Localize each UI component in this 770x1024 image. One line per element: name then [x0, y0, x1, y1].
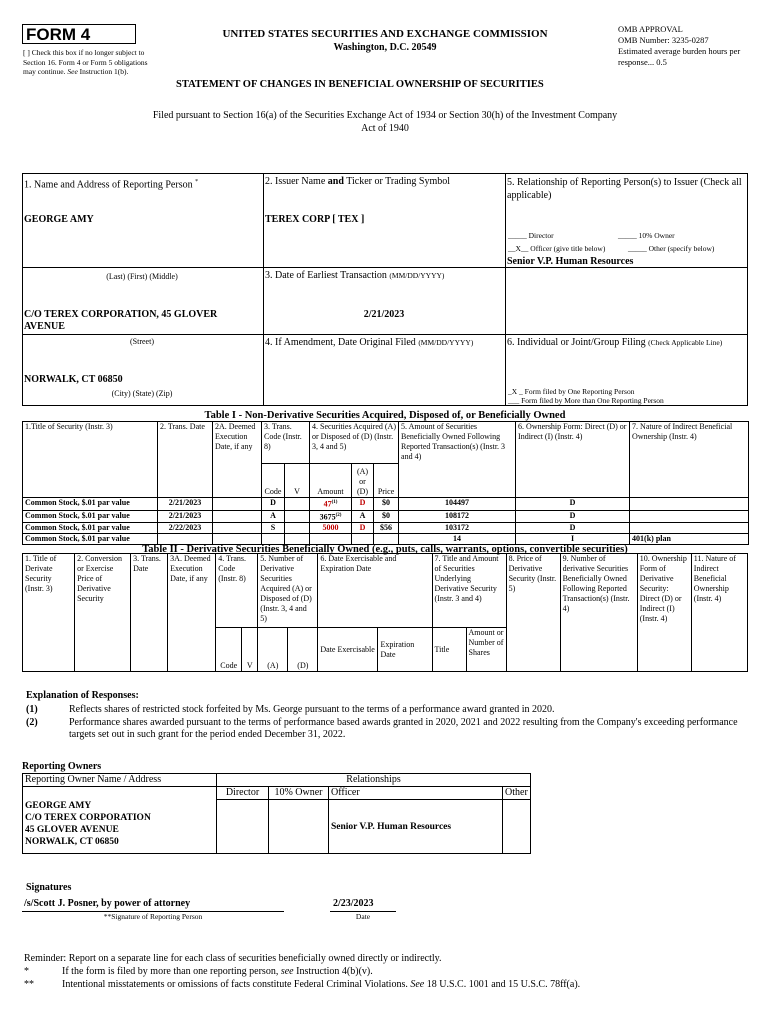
t1-h-title: 1.Title of Security (Instr. 3) — [23, 422, 158, 498]
other-option: _____ Other (specify below) — [628, 244, 715, 253]
t1-h-date: 2. Trans. Date — [158, 422, 213, 498]
t2-sub-v: V — [242, 628, 258, 672]
date-caption: Date — [355, 912, 371, 921]
city-caption: (City) (State) (Zip) — [111, 389, 173, 398]
filed-pursuant: Filed pursuant to Section 16(a) of the Securities Exchange Act of 1934 or Section 30(h) of the Investment Company Act of 1940 — [152, 110, 618, 134]
table1-title: Table I - Non-Derivative Securities Acquired, Disposed of, or Beneficially Owned — [204, 410, 566, 421]
t2-h-deemed: 3A. Deemed Execution Date, if any — [168, 554, 216, 672]
reporting-person-street: C/O TEREX CORPORATION, 45 GLOVER AVENUE — [24, 309, 218, 332]
omb-block: OMB APPROVAL OMB Number: 3235-0287 Estimated average burden hours per response... 0.5 — [618, 24, 741, 67]
explanation-title: Explanation of Responses: — [26, 690, 139, 701]
reporting-person-name: GEORGE AMY — [24, 214, 94, 225]
owners-col-rel: Relationships — [217, 774, 531, 787]
issuer-name: TEREX CORP [ TEX ] — [265, 214, 365, 225]
earliest-transaction-date: 2/21/2023 — [363, 309, 405, 320]
name-caption: (Last) (First) (Middle) — [106, 272, 178, 281]
t1-sub-code: Code — [262, 464, 285, 498]
note2-mark: ** — [24, 979, 34, 990]
box2-label: 2. Issuer Name and Ticker or Trading Symbol — [265, 176, 451, 187]
t2-h-date: 3. Trans. Date — [131, 554, 168, 672]
t2-h-nature: 11. Nature of Indirect Beneficial Ownership (Instr. 4) — [691, 554, 747, 672]
statement-title: STATEMENT OF CHANGES IN BENEFICIAL OWNERSHIP OF SECURITIES — [176, 79, 544, 90]
owner-officer-title: Senior V.P. Human Resources — [329, 800, 503, 854]
t2-h-exercisable: 6. Date Exercisable and Expiration Date — [318, 554, 432, 628]
checkbox-note: [ ] Check this box if no longer subject to Section 16. Form 4 or Form 5 obligations may continue. See Instruction 1(b). — [23, 48, 148, 76]
t2-h-form: 10. Ownership Form of Derivative Security: Direct (D) or Indirect (I) (Instr. 4) — [637, 554, 691, 672]
officer-title: Senior V.P. Human Resources — [507, 256, 634, 267]
box6-label: 6. Individual or Joint/Group Filing (Check Applicable Line) — [507, 337, 723, 348]
ten-pct-option: _____ 10% Owner — [618, 231, 675, 240]
t2-h-owned: 9. Number of derivative Securities Beneficially Owned Following Reported Transaction(s) (Instr. 4) — [560, 554, 637, 672]
table-row: Common Stock, $.01 par value 14 I 401(k) plan — [23, 534, 749, 545]
t2-sub-d: (D) — [288, 628, 318, 672]
street-caption: (Street) — [130, 337, 154, 346]
t1-h-code: 3. Trans. Code (Instr. 8) — [262, 422, 310, 464]
t2-sub-amount: Amount or Number of Shares — [466, 628, 506, 672]
director-option: _____ Director — [508, 231, 554, 240]
t2-sub-code: Code — [216, 628, 242, 672]
t2-sub-exercisable: Date Exercisable — [318, 628, 378, 672]
fn1-text: Reflects shares of restricted stock forfeited by Ms. George pursuant to the terms of a performance award granted in 2020. — [69, 704, 555, 715]
t2-h-title: 1. Title of Derivate Security (Instr. 3) — [23, 554, 75, 672]
table2 — [22, 553, 748, 672]
owners-col-director: Director — [217, 787, 269, 800]
t2-h-code: 4. Trans. Code (Instr. 8) — [216, 554, 258, 628]
t1-sub-ad: (A) or (D) — [352, 464, 374, 498]
t2-sub-title: Title — [432, 628, 466, 672]
multi-person-filing: ___ Form filed by More than One Reporting Person — [508, 396, 664, 405]
table-row: Common Stock, $.01 par value 2/22/2023 S 5000 D $56 103172 D — [23, 523, 749, 534]
box4-label: 4. If Amendment, Date Original Filed (MM/DD/YYYY) — [265, 337, 474, 348]
officer-option: __X__ Officer (give title below) — [508, 244, 606, 253]
box1-label: 1. Name and Address of Reporting Person * — [24, 179, 199, 191]
table1 — [22, 421, 749, 545]
note2: Intentional misstatements or omissions of facts constitute Federal Criminal Violations. See 18 U.S.C. 1001 and 15 U.S.C. 78ff(a). — [62, 979, 581, 990]
t1-h-form: 6. Ownership Form: Direct (D) or Indirect (I) (Instr. 4) — [516, 422, 630, 498]
t1-sub-amount: Amount — [310, 464, 352, 498]
note1-mark: * — [24, 966, 29, 977]
t2-sub-expiration: Expiration Date — [378, 628, 432, 672]
t2-h-conversion: 2. Conversion or Exercise Price of Derivative Security — [75, 554, 131, 672]
agency-name: UNITED STATES SECURITIES AND EXCHANGE COMMISSION — [222, 28, 548, 40]
t1-sub-v: V — [285, 464, 310, 498]
form-title: FORM 4 — [22, 24, 136, 44]
signature-date: 2/23/2023 — [333, 898, 374, 909]
t1-sub-price: Price — [374, 464, 399, 498]
owners-col-officer: Officer — [329, 787, 503, 800]
fn2-text: Performance shares awarded pursuant to the terms of performance based awards granted in 2020, 2021 and 2022 resulting from the Company's exceeding performance targets set out in such grant for the period ended December 31, 2022. — [69, 717, 738, 740]
t2-sub-a: (A) — [258, 628, 288, 672]
t2-h-underlying: 7. Title and Amount of Securities Underlying Derivative Security (Instr. 3 and 4) — [432, 554, 506, 628]
reminder: Reminder: Report on a separate line for each class of securities beneficially owned directly or indirectly. — [24, 953, 442, 964]
signer-name: /s/Scott J. Posner, by power of attorney — [24, 898, 191, 909]
agency-location: Washington, D.C. 20549 — [333, 42, 437, 53]
one-person-filing: _X _ Form filed by One Reporting Person — [508, 387, 635, 396]
table2-title: Table II - Derivative Securities Beneficially Owned (e.g., puts, calls, warrants, options, convertible securities) — [142, 544, 628, 555]
t2-h-number: 5. Number of Derivative Securities Acquired (A) or Disposed of (D) (Instr. 3, 4 and 5) — [258, 554, 318, 628]
reporting-person-city: NORWALK, CT 06850 — [24, 374, 123, 385]
fn2-num: (2) — [26, 717, 38, 728]
t2-h-price: 8. Price of Derivative Security (Instr. 5) — [506, 554, 560, 672]
owner-name-address: GEORGE AMY C/O TEREX CORPORATION 45 GLOVER AVENUE NORWALK, CT 06850 — [23, 800, 217, 854]
box5-label: 5. Relationship of Reporting Person(s) to Issuer (Check all applicable) — [507, 177, 742, 201]
box3-label: 3. Date of Earliest Transaction (MM/DD/YYYY) — [265, 270, 445, 281]
t1-h-deemed: 2A. Deemed Execution Date, if any — [213, 422, 262, 498]
owners-col-ten: 10% Owner — [269, 787, 329, 800]
owners-table — [22, 773, 531, 854]
table-row: Common Stock, $.01 par value 2/21/2023 D 47$^{(1)}$ D $0 104497 D — [23, 498, 749, 511]
signatures-title: Signatures — [26, 882, 72, 893]
owners-col-other: Other — [503, 787, 531, 800]
table-row: Common Stock, $.01 par value 2/21/2023 A 3675$^{(2)}$ A $0 108172 D — [23, 510, 749, 523]
signer-caption: **Signature of Reporting Person — [103, 912, 203, 921]
t1-h-acquired: 4. Securities Acquired (A) or Disposed of (D) (Instr. 3, 4 and 5) — [310, 422, 399, 464]
t1-h-nature: 7. Nature of Indirect Beneficial Ownership (Instr. 4) — [630, 422, 749, 498]
note1: If the form is filed by more than one reporting person, see Instruction 4(b)(v). — [62, 966, 373, 977]
t1-h-owned: 5. Amount of Securities Beneficially Owned Following Reported Transaction(s) (Instr. 3 and 4) — [399, 422, 516, 498]
fn1-num: (1) — [26, 704, 38, 715]
owners-title: Reporting Owners — [22, 761, 102, 772]
owners-col-name: Reporting Owner Name / Address — [23, 774, 217, 787]
